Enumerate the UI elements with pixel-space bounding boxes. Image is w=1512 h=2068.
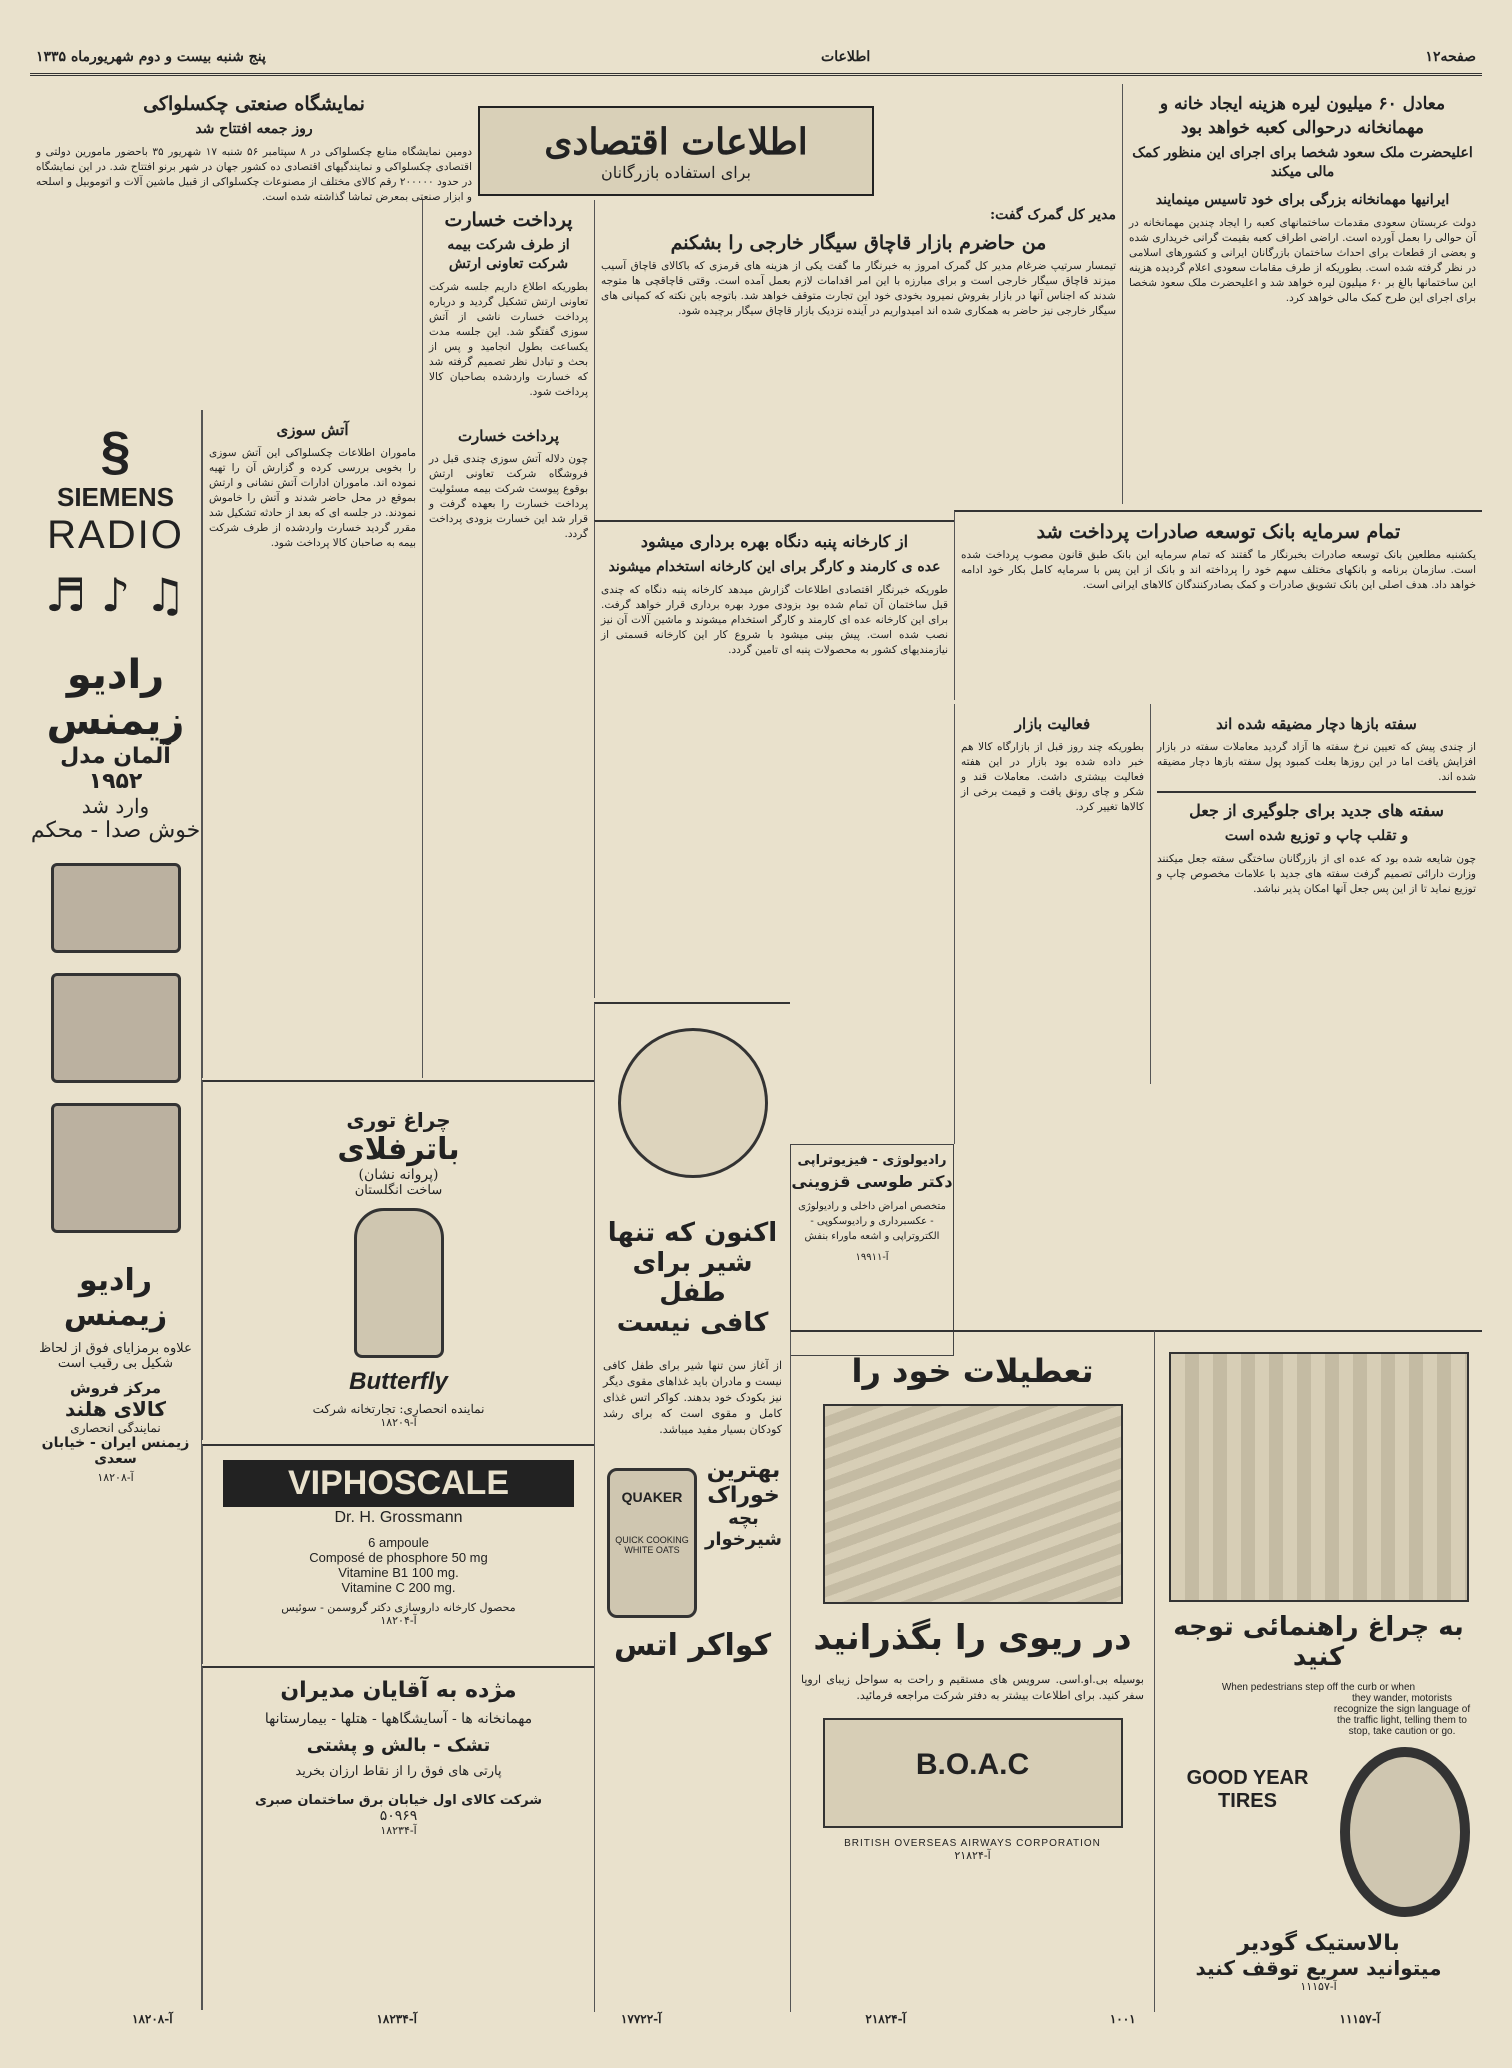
boac-body: بوسیله بی.او.اسی. سرویس های مستقیم و راحت به سواحل زیبای اروپا سفر کنید. برای اطلاعات بیشتر به دفتر شرکت مراجعه فرمائید.	[801, 1673, 1144, 1702]
siemens-line6: رادیو زیمنس	[63, 1263, 168, 1333]
article-fire-compensation	[422, 416, 594, 1078]
traffic-scene-icon	[1169, 1352, 1469, 1602]
article-czech-exhibition	[30, 84, 478, 404]
quaker-line1: اکنون که تنها	[607, 1218, 778, 1248]
ad-viphoscale	[202, 1444, 594, 1664]
doctor-line1: رادیولوژی - فیزیوتراپی	[797, 1153, 947, 1168]
ad-goodyear	[1154, 1330, 1482, 2012]
hotel-line3: پارتی های فوق را از نقاط ارزان بخرید	[295, 1764, 502, 1779]
hotel-line2: تشک - بالش و پشتی	[306, 1735, 491, 1756]
article-body-2: چون شایعه شده بود که عده ای از بازرگانان ساختگی سفته جعل میکنند وزارت دارائی تصمیم گرفت سفته های جدید با علامات مخصوص چاپ و توزیع نماید تا از این پس جعل آنها امکان پذیر نباشد.	[1157, 853, 1476, 895]
viphoscale-form: 6 ampoule	[368, 1535, 429, 1550]
goodyear-en2: they wander, motorists recognize the sign language of the traffic light, telling them to stop, take caution or go.	[1333, 1693, 1471, 1737]
article-headline: معادل ۶۰ میلیون لیره هزینه ایجاد خانه و مهمانخانه درحوالی کعبه خواهد بود	[1159, 94, 1446, 138]
masthead-date: پنج شنبه بیست و دوم شهریورماه ۱۳۳۵	[36, 48, 266, 65]
doctor-ref: آ-۱۹۹۱۱	[855, 1252, 889, 1263]
ad-hotel-supplies	[202, 1666, 594, 2010]
siemens-line8: مرکز فروش	[69, 1379, 162, 1397]
doctor-body: متخصص امراض داخلی و رادیولوژی - عکسبرداری و رادیوسکوپی - الکتروتراپی و اشعه ماوراء بنفش	[798, 1201, 946, 1242]
article-headline-2: ایرانیها مهمانخانه بزرگی برای خود تاسیس مینمایند	[1155, 192, 1450, 208]
masthead-paper-name: اطلاعات	[821, 48, 871, 65]
butterfly-brand: Butterfly	[349, 1368, 448, 1395]
radio-set-icon	[51, 863, 181, 953]
article-cigarette-smuggling	[594, 200, 1122, 520]
siemens-line5: خوش صدا - محکم	[30, 818, 201, 843]
article-body: طوریکه خبرنگار اقتصادی اطلاعات گزارش میدهد کارخانه پنبه دنگاه که چندی قبل ساختمان آن تمام شده بود بزودی مورد بهره برداری قرار خواهد گرفت. برای این کارخانه عده ای کارمند و کارگر استخدام میشوند و ماشین آلات آن نیز نصب شده است. پیش بینی میشود با شروع کار این کارخانه قسمتی از نیازمندیهای کشور به محصولات پنبه ای تامین گردد.	[601, 584, 948, 656]
baby-face-icon	[618, 1028, 768, 1178]
article-body: از چندی پیش که تعیین نرخ سفته ها آزاد گردید معاملات سفته در بازار افزایش یافت اما در این روزها بعلت کمبود پول سفته بازها دچار مضیقه شده اند.	[1157, 741, 1476, 783]
butterfly-line2: باترفلای	[337, 1132, 460, 1167]
article-subhead-2: و تقلب چاپ و توزیع شده است	[1224, 828, 1409, 844]
boac-full: BRITISH OVERSEAS AIRWAYS CORPORATION	[844, 1838, 1101, 1849]
music-notes-icon: ♫ ♪ ♬	[44, 568, 187, 622]
banner-subtitle: برای استفاده بازرگانان	[601, 162, 751, 182]
article-headline: من حاضرم بازار قاچاق سیگار خارجی را بشکنم	[670, 232, 1047, 254]
article-body: بطوریکه اطلاع داریم جلسه شرکت تعاونی ارتش تشکیل گردید و درباره پرداخت خسارت ناشی از آتش سوزی گفتگو شد. این جلسه مدت یکساعت بطول انجامید و پس از بحث و تبادل نظر تصمیم گرفته شد که خسارت واردشده بصاحبان کالا پرداخت شود.	[429, 281, 588, 398]
siemens-line4: وارد شد	[81, 794, 150, 818]
viphoscale-doctor: Dr. H. Grossmann	[334, 1509, 463, 1526]
lantern-icon	[354, 1208, 444, 1358]
siemens-logo-icon: §	[100, 421, 131, 481]
quaker-brand: QUAKER	[621, 1489, 683, 1505]
quaker-tag: QUICK COOKING WHITE OATS	[615, 1535, 689, 1555]
ad-siemens-radio	[30, 410, 202, 2010]
article-headline: فعالیت بازار	[1014, 715, 1091, 733]
article-cotton-factory	[594, 520, 954, 998]
footer-refs	[30, 2012, 1482, 2034]
article-body: ماموران اطلاعات چکسلواکی این آتش سوزی را بخوبی بررسی کرده و گزارش آن را تهیه نموده اند. ماموران ادارات آتش نشانی و ارتش بموقع در محل حاضر شدند و آتش را خاموش نمودند. در جلسه ای که بعد از حادثه تشکیل شد مقرر گردید خسارت واردشده از طرف شرکت بیمه به صاحبان کالا پرداخت شود.	[209, 447, 416, 549]
footer-ref-1: آ-۱۱۱۵۷	[1339, 2012, 1381, 2026]
article-byline: مدیر کل گمرک گفت:	[989, 207, 1116, 223]
siemens-line7: علاوه برمزایای فوق از لحاظ شکیل بی رقیب است	[39, 1341, 192, 1371]
article-headline: نمایشگاه صنعتی چکسلواکی	[143, 93, 365, 115]
ad-boac	[790, 1330, 1154, 2012]
hotel-title: مژده به آقایان مدیران	[280, 1678, 517, 1703]
article-headline: پرداخت خسارت	[444, 209, 573, 231]
article-body: دومین نمایشگاه منابع چکسلواکی در ۸ سپتامبر ۵۶ شنبه ۱۷ شهریور ۳۵ باحضور مامورین دولتی و اقتصادی چکسلواکی و نمایندگیهای اقتصادی ده کشور جهان در شهر برنو افتتاح شد. در این نمایشگاه در حدود ۲۰۰۰۰۰ رقم کالای مختلف از مصنوعات چکسلواکی از قبیل ماشین آلات و اتوموبیل و اسلحه و ابزار صنعتی بمعرض تماشا گذاشته شده است.	[36, 146, 472, 203]
article-headline-2: سفته های جدید برای جلوگیری از جعل	[1189, 801, 1444, 820]
quaker-body: از آغاز سن تنها شیر برای طفل کافی نیست و مادران باید غذاهای مقوی دیگر نیز بکودک خود بدهند. کواکر اتس غذای کامل و مقوی است که برای رشد کودکان بسیار مفید میباشد.	[603, 1359, 782, 1436]
economic-news-banner	[478, 106, 874, 196]
article-body: یکشنبه مطلعین بانک توسعه صادرات بخبرنگار ما گفتند که تمام سرمایه این بانک طبق قانون مصوب پرداخت شده است. سازمان برنامه و بانکهای مختلف سهم خود را پرداخته اند و بانک از این پس با سرمایه کامل بکار خود ادامه خواهد داد. هدف اصلی این بانک تشویق صادرات و کمک بصادرکنندگان کالاهای ایرانی است.	[961, 549, 1476, 591]
article-subhead: روز جمعه افتتاح شد	[195, 121, 313, 137]
masthead	[30, 40, 1482, 76]
goodyear-line3: میتوانید سریع توقف کنید	[1195, 1956, 1442, 1980]
quaker-product2: خوراک	[707, 1483, 780, 1508]
ad-butterfly-lamp	[202, 1080, 594, 1440]
viphoscale-ingredient-3: Vitamine C 200 mg.	[341, 1580, 456, 1595]
quaker-product4: کواکر اتس	[613, 1628, 772, 1663]
siemens-line10: نمایندگی انحصاری	[70, 1421, 161, 1435]
radio-set-icon	[51, 973, 181, 1083]
article-headline: سفته بازها دچار مضیقه شده اند	[1216, 715, 1417, 733]
siemens-line2: زیمنس	[46, 698, 185, 744]
tire-icon	[1340, 1747, 1470, 1917]
quaker-line2: شیر برای طفل	[632, 1248, 753, 1308]
ad-doctor	[790, 1144, 954, 1356]
aircraft-map-icon	[823, 1718, 1123, 1828]
boac-brand: B.O.A.C	[915, 1748, 1030, 1781]
viphoscale-ingredient-2: Vitamine B1 100 mg.	[338, 1565, 459, 1580]
newspaper-page	[30, 40, 1482, 2050]
ad-quaker-oats	[594, 1002, 790, 2012]
quaker-product3: بچه شیرخوار	[704, 1508, 783, 1550]
article-body: چون دلاله آتش سوزی چندی قبل در فروشگاه شرکت تعاونی ارتش بوقوع پیوست شرکت بیمه مسئولیت پرداخت خسارت را بعهده گرفت و قرار شد این خسارت بزودی پرداخت گردد.	[429, 453, 588, 540]
footer-ref-2: ۱۰۰۱	[1109, 2012, 1136, 2026]
radio-set-icon	[51, 1103, 181, 1233]
siemens-line11: زیمنس ایران - خیابان سعدی	[41, 1435, 190, 1467]
article-headline: آتش سوزی	[276, 421, 349, 439]
viphoscale-brand: VIPHOSCALE	[223, 1460, 574, 1507]
banner-title: اطلاعات اقتصادی	[544, 120, 808, 163]
article-speculators	[1150, 704, 1482, 1084]
doctor-line2: دکتر طوسی قزوینی	[791, 1172, 953, 1191]
boac-line2: در ریوی را بگذرانید	[813, 1618, 1132, 1658]
hotel-ref: آ-۱۸۲۳۴	[380, 1824, 417, 1837]
siemens-line1: رادیو	[66, 652, 165, 698]
goodyear-ref: آ-۱۱۱۵۷	[1300, 1980, 1337, 1993]
goodyear-line1: به چراغ راهنمائی توجه کنید	[1173, 1612, 1464, 1672]
goodyear-line2: بالاستیک گودیر	[1237, 1931, 1400, 1956]
viphoscale-ref: آ-۱۸۲۰۴	[380, 1614, 417, 1627]
butterfly-agent: نماینده انحصاری: تجارتخانه شرکت	[312, 1402, 485, 1416]
boac-ref: آ-۲۱۸۲۴	[954, 1849, 991, 1862]
siemens-line9: کالای هلند	[64, 1397, 167, 1421]
article-fire	[202, 410, 422, 1078]
goodyear-brand: GOOD YEAR TIRES	[1186, 1767, 1309, 1812]
oats-box-icon	[607, 1468, 697, 1618]
viphoscale-ingredient-1: Composé de phosphore 50 mg	[309, 1550, 488, 1565]
siemens-ref: آ-۱۸۲۰۸	[97, 1471, 134, 1484]
hotel-line1: مهمانخانه ها - آسایشگاهها - هتلها - بیمارستانها	[264, 1711, 533, 1727]
hotel-phone: ۵۰۹۶۹	[379, 1808, 418, 1824]
quaker-product1: بهترین	[706, 1458, 781, 1483]
butterfly-line3: (پروانه نشان)	[358, 1167, 439, 1183]
article-body: تیمسار سرتیپ ضرغام مدیر کل گمرک امروز به خبرنگار ما گفت یکی از هزینه های قرمزی که باکالای قاچاق آسیب میزند قاچاق سیگار خارجی است و برای مبارزه با این امر اقدامات لازم بعمل آمده است. وقتی قاچاقچی ها متوجه شدند که اجناس آنها در بازار بفروش نمیرود بخودی خود این تجارت متوقف خواهد شد. باتوجه باین نکته که کمپانی های سیگار خارجی نیز حاضر به همکاری شده اند امیدواریم در آینده نزدیک بازار قاچاق سیگار برچیده شود.	[601, 260, 1116, 317]
article-body: دولت عربستان سعودی مقدمات ساختمانهای کعبه را ایجاد چندین مهمانخانه در آن حوالی را بعمل آورده است. اراضی اطراف کعبه بقیمت گرانی خریداری شده و بعضی از قطعات برای احداث ساختمان بازرگانان ایرانی و کشورهای اسلامی در نظر گرفته شده است. بطوریکه از طرف مقامات سعودی اعلام گردیده هزینه این ساختمانها بالغ بر ۶۰ میلیون لیره خواهد شد و اعلیحضرت ملک سعود شخصا برای اجرای این طرح کمک مالی خواهد کرد.	[1129, 217, 1477, 304]
siemens-line3: آلمان مدل ۱۹۵۲	[60, 744, 171, 794]
article-headline: پرداخت خسارت	[457, 427, 560, 445]
article-headline: تمام سرمایه بانک توسعه صادرات پرداخت شد	[1036, 521, 1401, 543]
article-headline: از کارخانه پنبه دنگاه بهره برداری میشود	[640, 532, 909, 551]
footer-ref-5: آ-۱۸۲۳۴	[376, 2012, 418, 2026]
article-market-activity	[954, 704, 1150, 1144]
footer-ref-6: آ-۱۸۲۰۸	[132, 2012, 173, 2026]
quaker-line3: کافی نیست	[616, 1308, 769, 1338]
footer-ref-3: آ-۲۱۸۲۴	[865, 2012, 906, 2026]
article-subhead: اعلیحضرت ملک سعود شخصا برای اجرای این منظور کمک مالی میکند	[1132, 145, 1473, 180]
article-export-bank	[954, 510, 1482, 700]
goodyear-en1: When pedestrians step off the curb or when	[1221, 1682, 1416, 1693]
article-subhead: عده ی کارمند و کارگر برای این کارخانه استخدام میشوند	[608, 559, 941, 575]
beach-scene-icon	[823, 1404, 1123, 1604]
boac-line1: تعطیلات خود را	[851, 1352, 1094, 1390]
viphoscale-maker: محصول کارخانه داروسازی دکتر گروسمن - سوئیس	[281, 1601, 516, 1614]
butterfly-line1: چراغ توری	[346, 1108, 451, 1132]
hotel-company: شرکت کالای اول خیابان برق ساختمان صبری	[254, 1793, 543, 1808]
butterfly-line4: ساخت انگلستان	[354, 1183, 443, 1198]
article-kaaba-hotels	[1122, 84, 1482, 504]
butterfly-ref: آ-۱۸۲۰۹	[380, 1416, 417, 1429]
article-subhead: از طرف شرکت بیمه شرکت تعاونی ارتش	[447, 237, 570, 272]
siemens-brand: SIEMENS	[56, 482, 175, 512]
footer-ref-4: آ-۱۷۷۲۲	[620, 2012, 662, 2026]
siemens-product: RADIO	[47, 513, 184, 557]
masthead-page-label: صفحه۱۲	[1425, 48, 1476, 65]
article-body: بطوریکه چند روز قبل از بازارگاه کالا هم خبر داده شده بود بازار در این هفته فعالیت بیشتری داشت. معاملات قند و شکر و چای رونق یافت و قیمت برخی از کالاها تغییر کرد.	[961, 741, 1144, 813]
